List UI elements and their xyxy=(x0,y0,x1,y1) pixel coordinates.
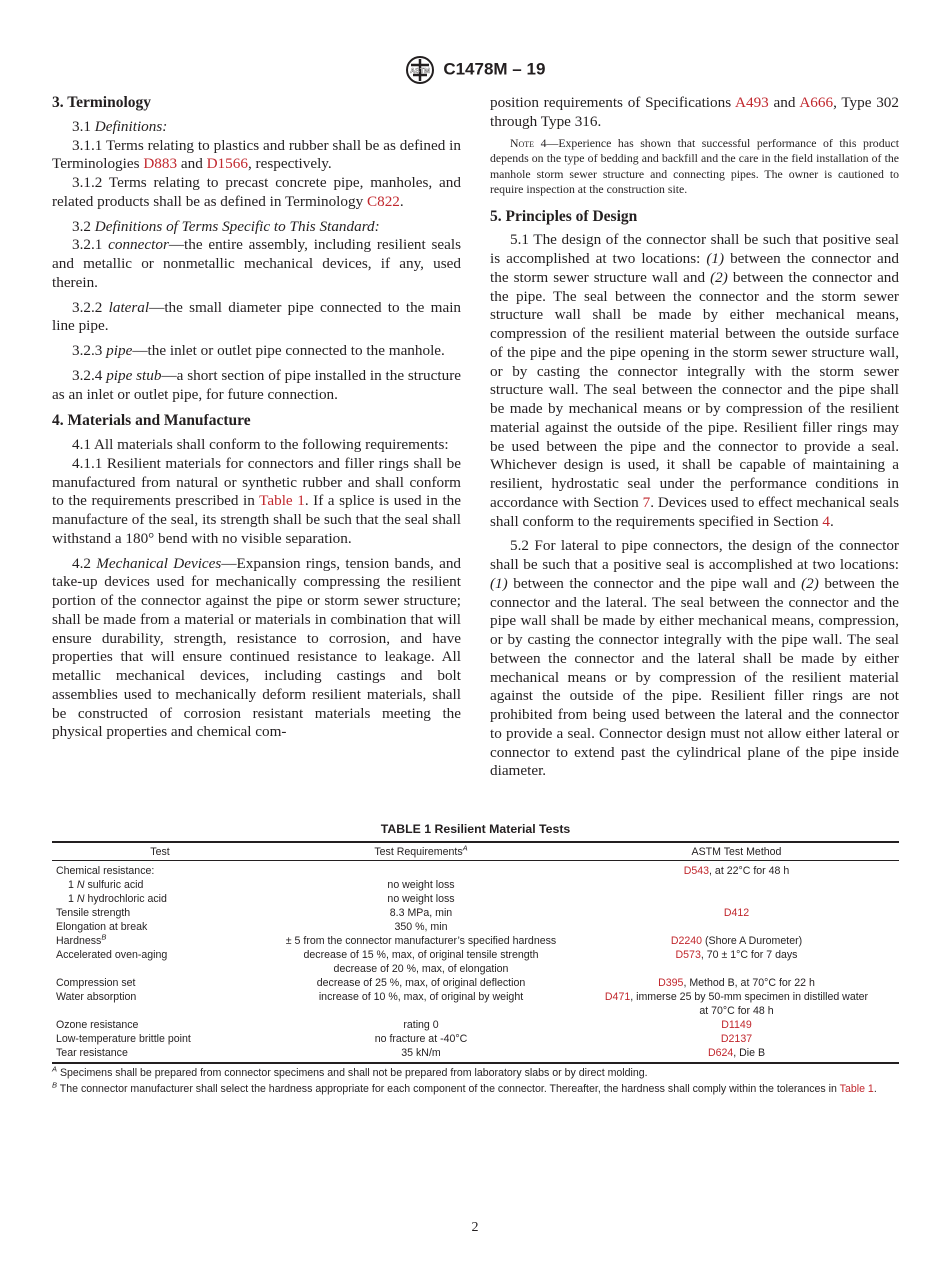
cell-requirement xyxy=(268,990,574,1018)
test-name: sulfuric acid xyxy=(84,879,144,891)
cell-test xyxy=(52,878,268,892)
test-name: Tensile strength xyxy=(56,907,131,919)
paragraph xyxy=(52,367,461,405)
text-run: 5.2 For lateral to pipe connectors, the design of the connector shall be such that a positive seal is accomplished at two locations: xyxy=(490,537,899,573)
header-test: Test xyxy=(150,846,170,858)
text-run: 3.2.1 xyxy=(72,236,109,254)
table-row xyxy=(52,976,899,990)
method-text: , Die B xyxy=(733,1047,766,1059)
footnote-mark: A xyxy=(52,1064,58,1074)
method-link[interactable]: D412 xyxy=(723,907,750,919)
method-text: , immerse 25 by 50-mm specimen in distilled water xyxy=(630,991,869,1003)
reference-link[interactable]: C822 xyxy=(366,192,400,210)
text-run: 3.2.2 xyxy=(72,298,109,316)
text-run: between the connector and the pipe wall and xyxy=(507,574,802,592)
cell-test xyxy=(52,948,268,976)
method-link[interactable]: D2137 xyxy=(720,1033,753,1045)
cell-method xyxy=(574,1046,899,1063)
text-run: 4.1.1 Resilient materials for connectors and filler rings shall be manufactured from natural or synthetic rubber and shall conform to the requirements prescribed in xyxy=(52,454,461,510)
italic-term: pipe xyxy=(106,342,133,359)
requirement-text: decrease of 15 %, max, of original tensile strength xyxy=(303,949,539,961)
table-row xyxy=(52,1046,899,1063)
test-name: Compression set xyxy=(56,977,136,989)
text-run: , Type 302 through Type 316. xyxy=(490,94,899,130)
header-requirements xyxy=(268,842,574,861)
text-run: 3.1.2 Terms relating to precast concrete pipe, manholes, and related products shall be as defined in Terminology xyxy=(52,174,461,210)
requirement-text: rating 0 xyxy=(403,1019,439,1031)
paragraph xyxy=(52,174,461,212)
table-row xyxy=(52,1032,899,1046)
table-row xyxy=(52,990,899,1018)
cell-requirement xyxy=(268,878,574,892)
text-run: 4.1 All materials shall conform to the following requirements: xyxy=(72,436,449,453)
paragraph xyxy=(52,218,461,237)
test-name: Ozone resistance xyxy=(56,1019,139,1031)
normality-symbol: N xyxy=(76,879,85,891)
text-run: , respectively. xyxy=(247,155,332,173)
requirement-text: ± 5 from the connector manufacturer’s specified hardness xyxy=(285,935,557,947)
text-run: 3.1 xyxy=(72,117,95,135)
reference-link[interactable]: 4 xyxy=(822,512,830,530)
footnote-mark-a: A xyxy=(462,843,468,853)
text-run: between the connector and the lateral. The seal between the connector and the pipe wall shall be made by either mechanical means, compression, or by casting the connector integrally with the pipe wall. The seal between the connector and the lateral shall be made by either mechanical means or by compression of the resilient material against the outside of the pipe. Resilient filler rings are not prohibited from being used between the lateral and the connector to provide a seal. Connector design must not allow either lateral or connector to extend past the cylindrical plane of the pipe inside diameter. xyxy=(490,574,899,780)
cell-requirement xyxy=(268,1046,574,1063)
paragraph xyxy=(490,537,899,781)
text-run: 3.2.3 xyxy=(72,342,107,359)
text-run: —the small diameter pipe connected to the main line pipe. xyxy=(52,298,462,335)
requirement-text: 35 kN/m xyxy=(401,1047,441,1059)
resilient-material-tests-table xyxy=(52,841,899,1064)
page-number: 2 xyxy=(471,1220,479,1235)
svg-text:ASTM: ASTM xyxy=(409,68,430,75)
paragraph xyxy=(52,299,461,337)
method-text: , at 22°C for 48 h xyxy=(709,865,790,877)
requirement-text: no weight loss xyxy=(387,893,455,905)
method-link[interactable]: D543 xyxy=(683,865,710,877)
test-name: Tear resistance xyxy=(56,1047,128,1059)
cell-requirement xyxy=(268,948,574,976)
paragraph xyxy=(52,436,461,455)
table-row xyxy=(52,934,899,948)
astm-logo-icon xyxy=(405,55,435,85)
paragraph xyxy=(490,94,899,132)
cell-test xyxy=(52,976,268,990)
cell-method xyxy=(574,920,899,934)
cell-test xyxy=(52,861,268,879)
footnote-mark: B xyxy=(52,1080,58,1090)
text-run: —a short section of pipe installed in the structure as an inlet or outlet pipe, for future connection. xyxy=(52,366,462,403)
paragraph xyxy=(52,455,461,549)
text-run: —Experience has shown that successful performance of this product depends on the type of bedding and backfill and the care in the field installation of the manhole storm sewer structure and connecting pipes. The owner is cautioned to require inspection at the construction site. xyxy=(490,135,900,196)
table-header-row xyxy=(52,842,899,861)
standard-designation: C1478M – 19 xyxy=(443,59,546,79)
method-text: at 70°C for 48 h xyxy=(699,1005,774,1017)
cell-test xyxy=(52,920,268,934)
text-run: 3. Terminology xyxy=(52,94,152,111)
method-link[interactable]: D573 xyxy=(675,949,701,961)
footnote-mark-b: B xyxy=(101,932,107,942)
cell-requirement xyxy=(268,920,574,934)
cell-method xyxy=(574,976,899,990)
method-link[interactable]: D471 xyxy=(604,991,631,1003)
test-prefix: 1 xyxy=(68,879,77,891)
text-run: between the connector and the storm sewer structure wall and xyxy=(490,250,899,286)
text-run: —Expansion rings, tension bands, and take-up devices used for mechanically compressing the resilient portion of the connector against the pipe or storm sewer structure; shall be made from a material or materials in combination that will ensure durability, strength, resistance to corrosion, and have properties that will ensure continued resistance to leakage. All metallic mechanical devices, including castings and bolt assemblies used to mechanically deform resilient materials, shall be constructed of corrosion resistant materials meeting the physical properties and chemical com- xyxy=(52,554,462,741)
reference-link[interactable]: Table 1 xyxy=(259,492,305,510)
cell-test xyxy=(52,934,268,948)
cell-method xyxy=(574,906,899,920)
table-title: TABLE 1 Resilient Material Tests xyxy=(380,822,571,836)
text-run: —the inlet or outlet pipe connected to the manhole. xyxy=(132,342,445,359)
reference-link[interactable]: 7 xyxy=(642,493,651,511)
section-heading xyxy=(52,94,461,113)
italic-term: lateral xyxy=(108,298,150,316)
table-footnotes xyxy=(52,1066,899,1096)
cell-method xyxy=(574,1018,899,1032)
italic-term: connector xyxy=(108,236,169,254)
method-link[interactable]: D624 xyxy=(707,1047,734,1059)
requirement-text: decrease of 20 %, max, of elongation xyxy=(333,963,509,975)
test-name: Accelerated oven-aging xyxy=(56,949,168,961)
right-column xyxy=(490,94,899,781)
section-heading xyxy=(52,412,461,431)
cell-test xyxy=(52,990,268,1018)
method-text: , 70 ± 1°C for 7 days xyxy=(700,949,798,961)
test-prefix: 1 xyxy=(68,893,77,905)
cell-test xyxy=(52,1046,268,1063)
table-row xyxy=(52,948,899,976)
paragraph xyxy=(52,555,461,743)
cell-requirement xyxy=(268,892,574,906)
paragraph xyxy=(52,137,461,175)
cell-method xyxy=(574,878,899,892)
cell-test xyxy=(52,892,268,906)
paragraph xyxy=(490,231,899,531)
footnote-text: . xyxy=(873,1083,877,1095)
requirement-text: 350 %, min xyxy=(394,921,448,933)
footnote-text: The connector manufacturer shall select the hardness appropriate for each component of the connector. Thereafter, the hardness shall comply within the tolerances in xyxy=(57,1083,840,1095)
table-row xyxy=(52,906,899,920)
cell-requirement xyxy=(268,934,574,948)
text-run: 3.2.4 xyxy=(72,366,107,384)
page-header xyxy=(0,55,950,85)
cell-requirement xyxy=(268,1018,574,1032)
table-row xyxy=(52,861,899,879)
section-heading xyxy=(490,208,899,227)
cell-method xyxy=(574,892,899,906)
method-link[interactable]: D395 xyxy=(658,977,684,989)
footnote xyxy=(52,1082,899,1096)
italic-term: (1) xyxy=(490,574,508,592)
italic-term: Mechanical Devices xyxy=(96,554,222,572)
cell-method xyxy=(574,948,899,976)
text-run: 4.2 xyxy=(72,554,97,572)
paragraph xyxy=(52,342,461,361)
text-run: 5.1 The design of the connector shall be such that positive seal is accomplished at two locations: xyxy=(490,231,899,267)
text-run: 3.2 xyxy=(72,217,95,235)
method-text: , Method B, at 70°C for 22 h xyxy=(683,977,815,989)
test-name: Water absorption xyxy=(56,991,137,1003)
requirement-text: no fracture at -40°C xyxy=(374,1033,468,1045)
table-1 xyxy=(52,822,899,1096)
italic-term: (1) xyxy=(706,250,725,267)
italic-term: Definitions of Terms Specific to This Standard: xyxy=(94,217,380,235)
cell-requirement xyxy=(268,976,574,990)
reference-link[interactable]: D1566 xyxy=(206,155,248,173)
text-run: 4. Materials and Manufacture xyxy=(52,412,251,430)
test-name: Chemical resistance: xyxy=(56,865,155,877)
method-text: (Shore A Durometer) xyxy=(702,935,803,947)
cell-test xyxy=(52,1018,268,1032)
test-name: Elongation at break xyxy=(56,921,148,933)
text-run: . xyxy=(399,192,404,210)
requirement-text: no weight loss xyxy=(387,879,455,891)
text-run: . If a splice is used in the manufacture of the seal, its strength shall be such that the seal shall withstand a 180° bend with no visible separation. xyxy=(52,492,462,547)
table-row xyxy=(52,878,899,892)
cell-test xyxy=(52,1032,268,1046)
header-method: ASTM Test Method xyxy=(691,846,782,858)
paragraph xyxy=(52,236,461,292)
cell-requirement xyxy=(268,1032,574,1046)
cell-method xyxy=(574,990,899,1018)
reference-link[interactable]: A666 xyxy=(799,94,834,111)
cell-requirement xyxy=(268,906,574,920)
text-run: . Devices used to effect mechanical seals shall conform to the requirements specified in Section xyxy=(490,493,899,530)
method-link[interactable]: D1149 xyxy=(721,1019,752,1031)
text-run: between the connector and the pipe. The seal between the connector and the storm sewer structure wall shall be made by either mechanical means, compression of the resilient material between the outside surface of the pipe and the pipe opening in the storm sewer structure wall, or by casting the connector integrally with the storm sewer structure wall. The seal between the connector and the pipe shall be made by mechanical means or by compression of the resilient material against the outside of the pipe. Resilient filler rings may be used between the pipe and the connector to provide a seal. Whichever design is used, it shall be capable of maintaining a resilient, hydrostatic seal under the performance conditions in accordance with Section xyxy=(490,268,899,511)
text-run: position requirements of Specifications xyxy=(490,94,736,111)
test-name: Low-temperature brittle point xyxy=(56,1033,191,1045)
table-row xyxy=(52,892,899,906)
note-paragraph xyxy=(490,136,899,198)
cell-method xyxy=(574,861,899,879)
cell-requirement xyxy=(268,861,574,879)
italic-term: (2) xyxy=(801,574,819,592)
reference-link[interactable]: D883 xyxy=(143,155,178,173)
normality-symbol: N xyxy=(76,893,85,905)
requirement-text: decrease of 25 %, max, of original deflection xyxy=(316,977,526,989)
header-requirements-label: Test Requirements xyxy=(374,846,463,858)
text-run: and xyxy=(768,94,800,111)
cell-method xyxy=(574,934,899,948)
text-run: 5. Principles of Design xyxy=(490,207,638,225)
requirement-text: increase of 10 %, max, of original by weight xyxy=(318,991,524,1003)
italic-term: (2) xyxy=(710,268,728,286)
paragraph xyxy=(52,118,461,137)
text-run: —the entire assembly, including resilient seals and metallic or nonmetallic mechanical devices, if any, used therein. xyxy=(52,236,462,291)
note-label: Note 4 xyxy=(510,135,547,150)
reference-link[interactable]: A493 xyxy=(735,94,769,111)
reference-link[interactable]: Table 1 xyxy=(839,1083,874,1095)
text-run: . xyxy=(829,512,834,530)
table-row xyxy=(52,920,899,934)
cell-method xyxy=(574,1032,899,1046)
text-run: 3.1.1 Terms relating to plastics and rubber shall be as defined in Terminologies xyxy=(52,136,461,173)
table-row xyxy=(52,1018,899,1032)
test-name: hydrochloric acid xyxy=(84,893,167,905)
footnote-text: Specimens shall be prepared from connector specimens and shall not be prepared from laboratory slabs or by direct molding. xyxy=(57,1067,648,1079)
cell-test xyxy=(52,906,268,920)
italic-term: Definitions: xyxy=(94,117,168,135)
text-run: and xyxy=(177,155,207,173)
test-name: Hardness xyxy=(56,935,102,947)
method-link[interactable]: D2240 xyxy=(670,935,703,947)
italic-term: pipe stub xyxy=(106,366,162,384)
left-column xyxy=(52,94,461,742)
requirement-text: 8.3 MPa, min xyxy=(389,907,453,919)
footnote xyxy=(52,1066,899,1080)
